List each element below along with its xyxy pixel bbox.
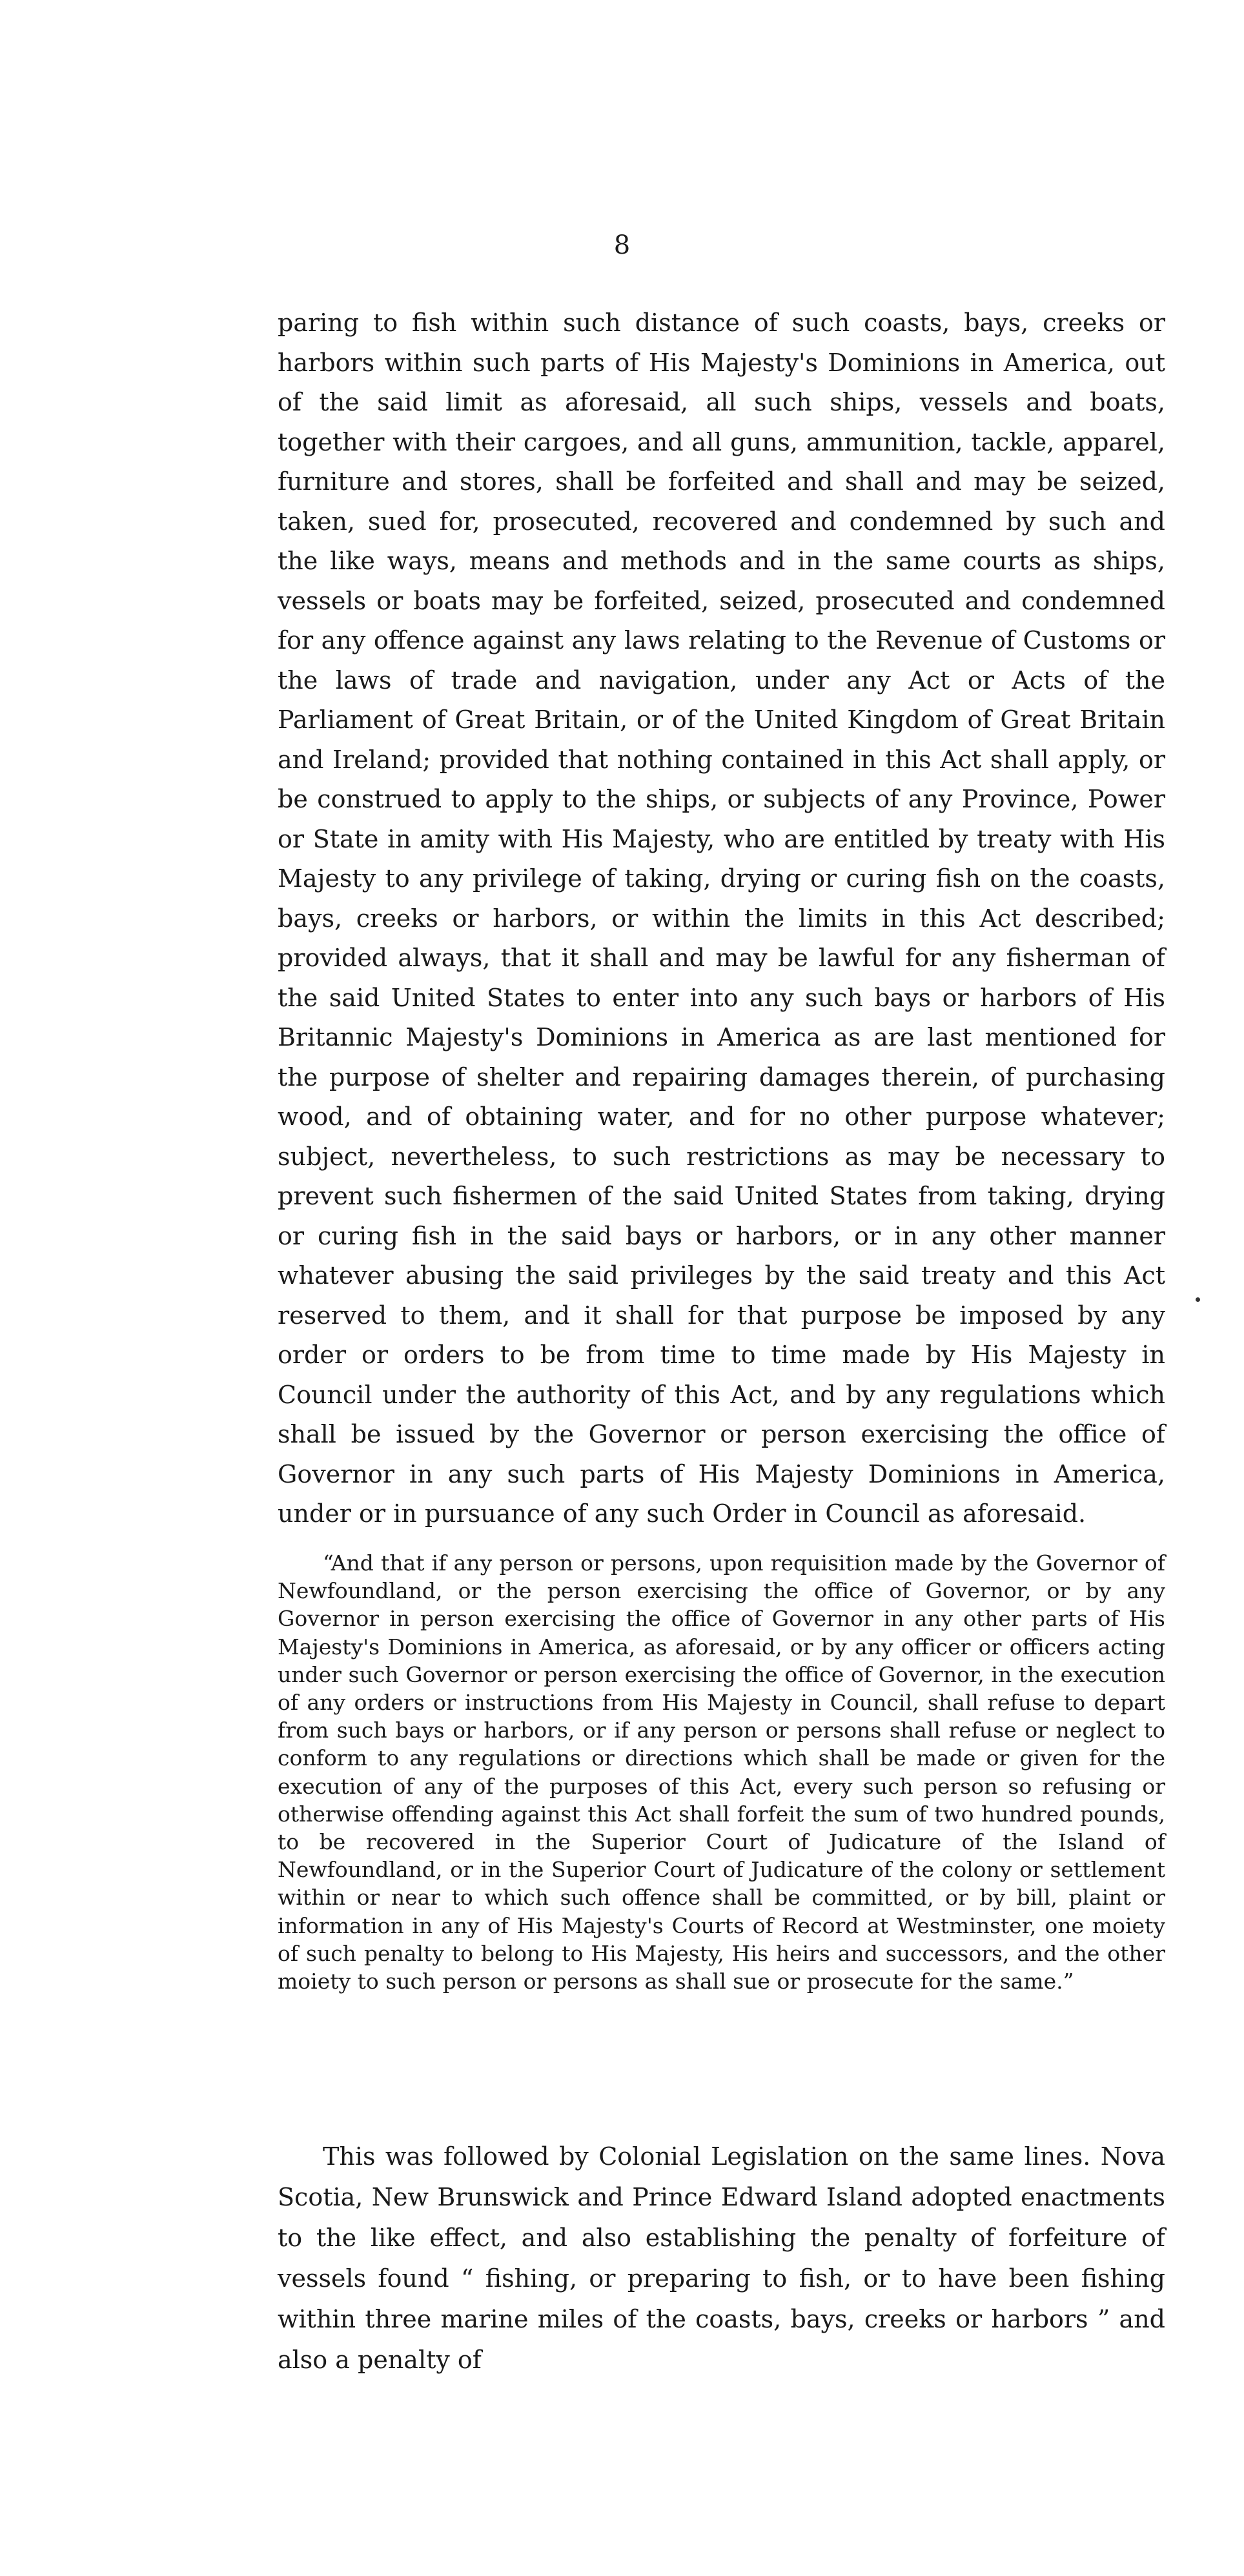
paragraph-text: paring to fish within such distance of such coasts, bays, creeks or harbors within such parts of His Majesty's Dominions in America, out of the said limit as aforesaid, all such ships, vessels and boats, together with their cargoes, and all guns, ammunition, tackle, apparel, furniture and stores, shall be forfeited and shall and may be seized, taken, sued for, prosecuted, recovered and condemned by such and the like ways, means and methods and in the same courts as ships, vessels or boats may be forfeited, seized, prosecuted and condemned for any offence against any laws relating to the Revenue of Customs or the laws of trade and navigation, under any Act or Acts of the Parliament of Great Britain, or of the United Kingdom of Great Britain and Ireland; provided that nothing contained in this Act shall apply, or be construed to apply to the ships, or subjects of any Province, Power or State in amity with His Majesty, who are entitled by treaty with His Majesty to any privilege of taking, drying or curing fish on the coasts, bays, creeks or harbors, or within the limits in this Act described; provided always, that it shall and may be lawful for any fisherman of the said United States to enter into any such bays or harbors of His Britannic Majesty's Dominions in America as are last mentioned for the purpose of shelter and repairing damages therein, of purchasing wood, and of obtaining water, and for no other purpose whatever; subject, nevertheless, to such restrictions as may be necessary to prevent such fishermen of the said United States from taking, drying or curing fish in the said bays or harbors, or in any other manner whatever abusing the said privileges by the said treaty and this Act reserved to them, and it shall for that purpose be imposed by any order or orders to be from time to time made by His Majesty in Council under the authority of this Act, and by any regulations which shall be issued by the Governor or person exercising the office of Governor in any such parts of His Majesty Dominions in America, under or in pursuance of any such Order in Council as aforesaid. <box>278 309 1165 1528</box>
scan-speck-mark <box>1196 1297 1200 1302</box>
paragraph-text: This was followed by Colonial Legislation on the same lines. Nova Scotia, New Brunswick and Prince Edward Island adopted enactments to the like effect, and also establishing the penalty of forfeiture of vessels found “ fishing, or preparing to fish, or to have been fishing within three marine miles of the coasts, bays, creeks or harbors ” and also a penalty of <box>278 2142 1165 2374</box>
body-paragraph-closing <box>278 2136 1165 2380</box>
body-paragraph-main <box>278 303 1165 1534</box>
paragraph-text: “And that if any person or persons, upon requisition made by the Governor of Newfoundland, or the person exercising the office of Governor, or by any Governor in person exercising the office of Governor in any other parts of His Majesty's Dominions in America, as aforesaid, or by any officer or officers acting under such Governor or person exercising the office of Governor, in the execution of any orders or instructions from His Majesty in Council, shall refuse to depart from such bays or harbors, or if any person or persons shall refuse or neglect to conform to any regulations or directions which shall be made or given for the execution of any of the purposes of this Act, every such person so refusing or otherwise offending against this Act shall forfeit the sum of two hundred pounds, to be recovered in the Superior Court of Judicature of the Island of Newfoundland, or in the Superior Court of Judicature of the colony or settlement within or near to which such offence shall be committed, or by bill, plaint or information in any of His Majesty's Courts of Record at Westminster, one moiety of such penalty to belong to His Majesty, His heirs and successors, and the other moiety to such person or persons as shall sue or prosecute for the same.” <box>278 1550 1165 1994</box>
page-number: 8 <box>613 230 631 260</box>
quoted-statute-paragraph <box>278 1549 1165 1995</box>
